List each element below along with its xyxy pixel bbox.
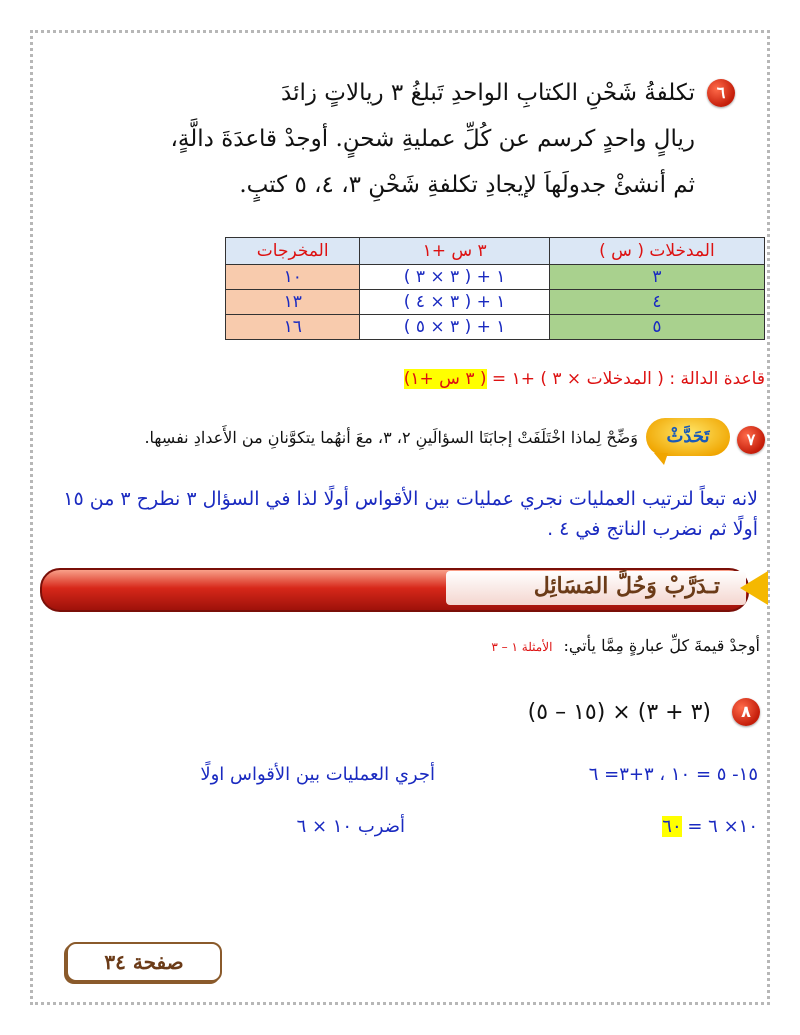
problem-6	[125, 70, 726, 208]
work-step-2-note: أضرب ١٠ × ٦	[296, 816, 405, 837]
cell-rule: ١ + ( ٣ × ٤ )	[360, 290, 549, 315]
cell-rule: ١ + ( ٣ × ٥ )	[360, 315, 549, 340]
work-step-2-result: ٦٠	[662, 816, 682, 837]
talk-bubble-icon: تَحَدَّثْ	[646, 418, 730, 456]
cell-input: ٣	[549, 265, 764, 290]
function-table	[225, 237, 765, 340]
table-header-row	[226, 238, 765, 265]
page-number-box: صفحة ٣٤	[66, 942, 222, 982]
problem-7-number: ٧	[737, 426, 765, 454]
cell-output: ١٣	[226, 290, 360, 315]
cell-rule: ١ + ( ٣ × ٣ )	[360, 265, 549, 290]
examples-ref: الأمثلة ١ – ٣	[491, 640, 553, 654]
problem-8	[528, 698, 760, 726]
problem-6-line-3: ثم أنشئْ جدولَهاَ لإيجادِ تكلفةِ شَحْنِ ٣، ٤، ٥ كتبٍ.	[239, 172, 695, 198]
function-rule-line	[404, 369, 765, 389]
work-step-2	[662, 816, 758, 837]
find-text: أوجدْ قيمةَ كلِّ عبارةٍ مِمَّا يأتي:	[563, 636, 760, 655]
function-rule-highlight: ( ٣ س +١)	[403, 369, 487, 389]
table-row	[226, 315, 765, 340]
find-instruction	[491, 636, 760, 655]
problem-6-number: ٦	[707, 79, 735, 107]
table-row	[226, 290, 765, 315]
table-row	[226, 265, 765, 290]
triangle-arrow-icon	[740, 571, 768, 605]
problem-8-expression: (١٥ – ٥) × (٣ + ٣)	[527, 699, 711, 725]
header-rule: ٣ س +١	[360, 238, 549, 265]
problem-8-number: ٨	[732, 698, 760, 726]
problem-6-line-2: ريالٍ واحدٍ كرسم عن كُلِّ عمليةِ شحنٍ. أوجدْ قاعدَةَ دالَّةٍ،	[170, 126, 695, 152]
talk-question-text: وَضِّحْ لِماذا اخْتَلَفَتْ إجابَتَا السؤالَينِ ٢، ٣، معَ أنهُما يتكوَّنانِ من الأَعدادِ نفسِها.	[144, 428, 638, 447]
problem-6-line-1: تكلفةُ شَحْنِ الكتابِ الواحدِ تَبلغُ ٣ ريالاتٍ زائدَ	[281, 80, 695, 106]
header-input: المدخلات ( س )	[549, 238, 764, 265]
work-step-2-calc: ١٠× ٦ =	[687, 816, 758, 837]
work-step-1-note: أجري العمليات بين الأقواس اولًا	[200, 764, 435, 785]
cell-output: ١٠	[226, 265, 360, 290]
cell-input: ٥	[549, 315, 764, 340]
header-output: المخرجات	[226, 238, 360, 265]
section-banner	[40, 563, 768, 613]
cell-output: ١٦	[226, 315, 360, 340]
cell-input: ٤	[549, 290, 764, 315]
answer-7-text: لانه تبعاً لترتيب العمليات نجري عمليات بين الأقواس أولًا لذا في السؤال ٣ نطرح ٣ من ١٥ أولًا ثم نضرب الناتج في ٤ .	[63, 488, 758, 540]
function-rule-text: قاعدة الدالة : ( المدخلات × ٣ ) +١ =	[491, 369, 765, 389]
work-step-1-calc: ١٥- ٥ = ١٠ ، ٣+٣= ٦	[588, 764, 758, 785]
banner-title: تـدَرَّبْ وَحُلَّ المَسَائِل	[533, 573, 720, 599]
